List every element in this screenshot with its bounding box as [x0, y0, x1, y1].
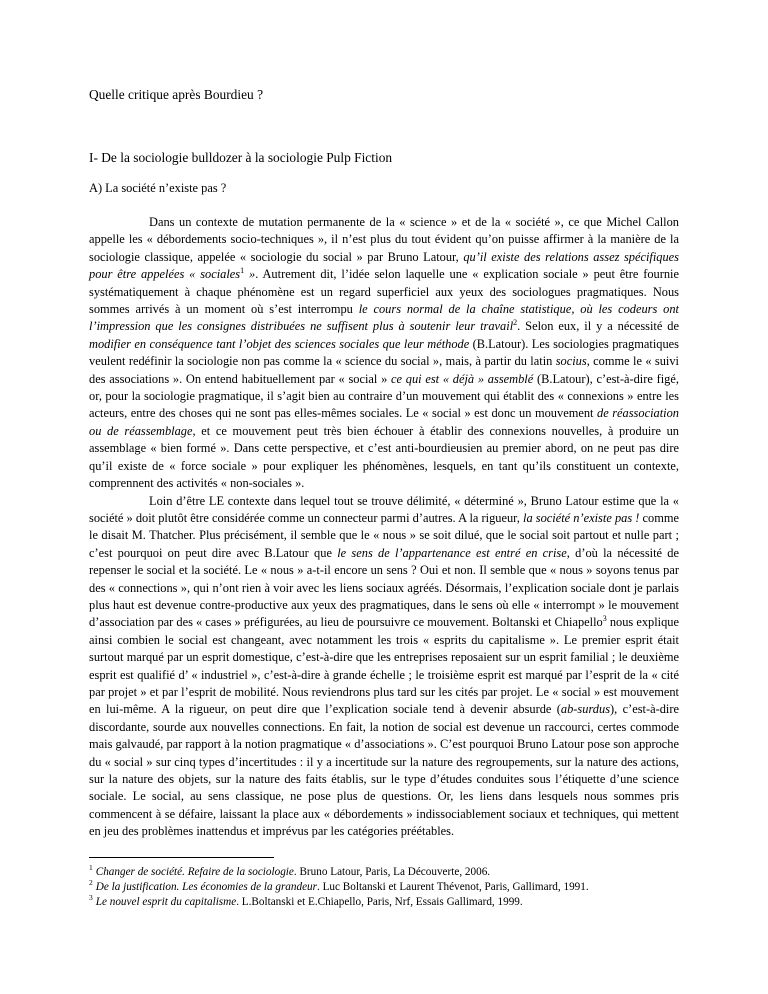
italic-run: qu’il existe des relations assez spécifiques pour être appelées « sociales [89, 249, 679, 282]
text-run: Loin d’être LE contexte dans lequel tout se trouve délimité, « déterminé », Bruno Latour estime que la « société » doit plutôt être considérée comme un connecteur parmi d’autres. A la rigueur, [89, 493, 679, 525]
text-run: . Autrement dit, l’idée selon laquelle une « explication sociale » peut être fournie systématiquement à chaque phénomène est un regard superficiel aux yeux des sociologues pragmatiques. Nous sommes arrivés à un moment où s’est interrompu [89, 267, 679, 317]
text-run: (B.Latour). Les sociologies pragmatiques veulent redéfinir la sociologie non pas comme la « science du social », mais, à partir du latin [89, 336, 679, 369]
text-run: ), c’est-à-dire discordante, sourde aux nouvelles connections. En fait, la notion de social est devenue un raccourci, certes commode mais galvaudé, par rapport à la notion pragmatique « d’associations ». C’est pourquoi Bruno Latour pose son approche du « social » sur cinq types d’incertitudes : il y a incertitude sur la nature des regroupements, sur la nature des actions, sur la nature des objets, sur la nature des faits établis, sur le type d’études conduites sous l’étiquette d’une science sociale. Le social, au sens classique, ne pose plus de questions. Or, les liens dans lesquels nous sommes pris commencent à se défaire, laissant la place aux « débordements » indissociablement sociaux et techniques, qui mettent en jeu des problèmes inattendus et imprévus par les catégories préétables. [89, 702, 679, 839]
footnote [89, 880, 689, 895]
body-text [89, 214, 679, 841]
footnote-ref: 3 [602, 614, 607, 624]
text-run: comme le disait M. Thatcher. Plus précisément, il semble que le « nous » se soit dilué, que le social soit partout et nulle part ; c’est pourquoi on peut dire avec B.Latour que [89, 510, 679, 560]
italic-run: de réassociation ou de réassemblage [89, 406, 679, 438]
footnote-number: 1 [89, 863, 93, 873]
text-run: . Selon eux, il y a nécessité de [517, 319, 679, 334]
text-run: (B.Latour), c’est-à-dire figé, or, pour la sociologie pragmatique, il s’agit bien au contraire d’un mouvement qui établit des « connexions » entre les acteurs, entre des choses qui ne sont pas elles-mêmes sociales. Le « social » est donc un mouvement [89, 371, 679, 421]
footnote-ref: 2 [513, 318, 518, 328]
italic-run: ce qui est « déjà » assemblé [391, 371, 534, 386]
footnote [89, 892, 689, 910]
footnote-citation: . L.Boltanski et E.Chiapello, Paris, Nrf, Essais Gallimard, 1999. [236, 895, 523, 908]
italic-run: ab-surdus [560, 702, 611, 717]
italic-run: la société n’existe pas ! [523, 510, 640, 525]
italic-run: modifier en conséquence tant l’objet des sciences sociales que leur méthode [89, 336, 470, 351]
footnote-ref: 1 [240, 266, 245, 276]
footnote-separator [89, 857, 274, 858]
text-run: , comme le « suivi des associations ». On entend habituellement par « social » [89, 354, 679, 386]
italic-run: socius [555, 354, 587, 369]
paragraph-1 [89, 214, 679, 493]
text-run: , d’où la nécessité de repenser le social et la société. Le « nous » a-t-il encore un sens ? Oui et non. Il semble que « nous » soyons tenus par des « connections », qui n’ont rien à voir avec les liens sociaux agréés. Désormais, l’explication sociale dont je parlais plus haut est devenue contre-productive aux yeux des pragmatiques, dans le sens où elle « interrompt » le mouvement d’association par des « cases » préfigurées, au lieu de poursuivre ce mouvement. Boltanski et Chiapello [89, 545, 679, 630]
footnote-number: 2 [89, 878, 93, 888]
document-title: Quelle critique après Bourdieu ? [89, 87, 264, 102]
footnote-citation: . Luc Boltanski et Laurent Thévenot, Paris, Gallimard, 1991. [317, 880, 589, 893]
footnote [89, 865, 689, 880]
italic-run: » [244, 267, 256, 282]
section-heading: I- De la sociologie bulldozer à la sociologie Pulp Fiction [89, 150, 393, 165]
footnote-title: Le nouvel esprit du capitalisme [95, 895, 237, 908]
footnote-number: 3 [89, 892, 93, 902]
footnote-citation: . Bruno Latour, Paris, La Découverte, 2006. [293, 866, 491, 878]
text-run: nous explique ainsi combien le social est changeant, avec notamment les trois « esprits du capitalisme ». Le premier esprit était surtout marqué par un esprit domestique, c’est-à-dire que les entreprises reposaient sur un esprit familial ; le deuxième esprit est qualifié d’ « industriel », c’est-à-dire à grande échelle ; le troisième esprit est marqué par l’esprit de la « cité par projet » et par l’esprit de mobilité. Nous reviendrons plus tard sur les cités par projet. Le « social » est mouvement en lui-même. A la rigueur, on peut dire que l’explication sociale tend à devenir absurde ( [89, 615, 679, 717]
subsection-heading: A) La société n’existe pas ? [89, 181, 227, 195]
italic-run: le cours normal de la chaîne statistique, où les codeurs ont l’impression que les consignes distribuées ne suffisent plus à soutenir leur travail [89, 302, 679, 334]
paragraph-2 [89, 493, 679, 841]
text-run: Dans un contexte de mutation permanente de la « science » et de la « société », ce que Michel Callon appelle les « débordements socio-techniques », il n’est plus du tout évident qu’on puisse affirmer à la manière de la sociologie classique, appelée « sociologie du social » par Bruno Latour, [89, 215, 679, 264]
footnote-title: Changer de société. Refaire de la sociologie [95, 866, 294, 878]
footnote-title: De la justification. Les économies de la grandeur [95, 880, 317, 893]
footnotes [89, 865, 689, 909]
italic-run: le sens de l’appartenance est entré en crise [337, 545, 567, 560]
text-run: , et ce mouvement peut très bien échouer à établir des connexions nouvelles, à produire un assemblage « bien formé ». Dans cette perspective, et c’est anti-bourdieusien au premier abord, on ne peut pas dire qu’il existe de « force sociale » pour expliquer les phénomènes, lesquels, en tant qu’ils constituent un contexte, comprennent des activités « non-sociales ». [89, 423, 679, 491]
